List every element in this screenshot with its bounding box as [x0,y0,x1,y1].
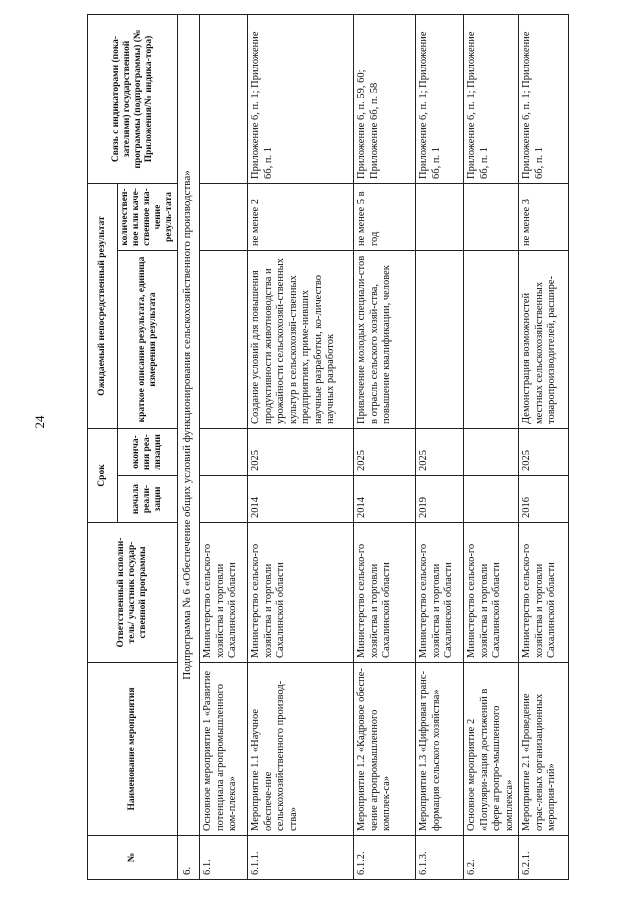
row-desc [200,251,248,429]
rotated-table-wrapper [87,15,582,880]
row-responsible: Министерство сельско-го хозяйства и торговли Сахалинской области [200,523,248,663]
table-row [519,15,569,880]
row-desc [464,251,519,429]
row-link: Приложение 6, п. 1; Приложение 6б, п. 1 [248,15,354,184]
row-num: 6.2.1. [519,836,569,880]
row-start: 2016 [519,476,569,523]
row-num: 6.1. [200,836,248,880]
row-name: Основное мероприятие 1 «Развитие потенциала агропромышленного ком-плекса» [200,663,248,836]
header-term: Срок [88,429,118,523]
subprogram-row [178,15,200,880]
row-responsible: Министерство сельско-го хозяйства и торговли Сахалинской области [464,523,519,663]
row-qty [200,184,248,251]
table-row [354,15,416,880]
row-link: Приложение 6, п. 59, 60; Приложение 6б, п. 58 [354,15,416,184]
header-num: № [88,836,178,880]
row-end: 2025 [248,429,354,476]
row-name: Мероприятие 1.2 «Кадровое обеспе-чение агропромышленного комплек-са» [354,663,416,836]
row-desc: Демонстрация возможностей местных сельскохозяйственных товаропроизводителей, расшире- [519,251,569,429]
row-responsible: Министерство сельско-го хозяйства и торговли Сахалинской области [519,523,569,663]
header-name: Наименование мероприятия [88,663,178,836]
subprogram-title: Подпрограмма № 6 «Обеспечение общих условий функционирования сельскохозяйственного производства» [178,15,200,836]
row-qty: не менее 2 [248,184,354,251]
row-end: 2025 [519,429,569,476]
row-link: Приложение 6, п. 1; Приложение 6б, п. 1 [519,15,569,184]
row-start [464,476,519,523]
page-number: 24 [32,415,47,429]
row-start: 2019 [416,476,464,523]
row-qty: не менее 3 [519,184,569,251]
row-link [200,15,248,184]
row-end [464,429,519,476]
row-start: 2014 [354,476,416,523]
row-qty [464,184,519,251]
row-num: 6.1.1. [248,836,354,880]
row-desc: Привлечение молодых специали-стов в отрасль сельского хозяй-ства, повышение квалификации, человек [354,251,416,429]
row-desc [416,251,464,429]
row-qty [416,184,464,251]
table-row [248,15,354,880]
header-term-start: начала реали-зации [118,476,178,523]
row-link: Приложение 6, п. 1; Приложение 6б, п. 1 [464,15,519,184]
row-link: Приложение 6, п. 1; Приложение 6б, п. 1 [416,15,464,184]
row-name: Мероприятие 2.1 «Проведение отрас-левых организационных мероприя-тий» [519,663,569,836]
row-responsible: Министерство сельско-го хозяйства и торговли Сахалинской области [416,523,464,663]
header-expected-qty: количествен-ное или каче-ственное зна-чение резуль-тата [118,184,178,251]
row-end: 2025 [354,429,416,476]
row-num: 6.1.2. [354,836,416,880]
row-num: 6.2. [464,836,519,880]
row-responsible: Министерство сельско-го хозяйства и торговли Сахалинской области [248,523,354,663]
table-row [464,15,519,880]
row-qty: не менее 5 в год [354,184,416,251]
row-responsible: Министерство сельско-го хозяйства и торговли Сахалинской области [354,523,416,663]
header-term-end: оконча-ния реа-лизации [118,429,178,476]
table-row [200,15,248,880]
row-name: Мероприятие 1.1 «Научное обеспече-ние сельскохозяйственного производ-ства» [248,663,354,836]
row-end [200,429,248,476]
measures-table [87,14,569,880]
row-end: 2025 [416,429,464,476]
table-row [416,15,464,880]
row-start [200,476,248,523]
header-responsible: Ответственный исполни-тель/ участник государ-ственной программы [88,523,178,663]
header-expected-desc: краткое описание результата, единица измерения результата [118,251,178,429]
row-name: Мероприятие 1.3 «Цифровая транс-формация сельского хозяйства» [416,663,464,836]
row-name: Основное мероприятие 2 «Популяри-зация достижений в сфере агропро-мышленного комплекса» [464,663,519,836]
row-start: 2014 [248,476,354,523]
header-expected: Ожидаемый непосредственный результат [88,184,118,429]
row-num: 6.1.3. [416,836,464,880]
row-desc: Создание условий для повышения продуктивности животноводства и урожайности сельскохозяй-ственных культур в сельскохозяй-ственных предприятиях, приме-нивших научные разработки, ко-личество научных разработок [248,251,354,429]
header-link: Связь с индикаторами (пока-зателями) государственной программы (подпрограммы) (№ Приложения/№ индика-тора) [88,15,178,184]
subprogram-num: 6. [178,836,200,880]
